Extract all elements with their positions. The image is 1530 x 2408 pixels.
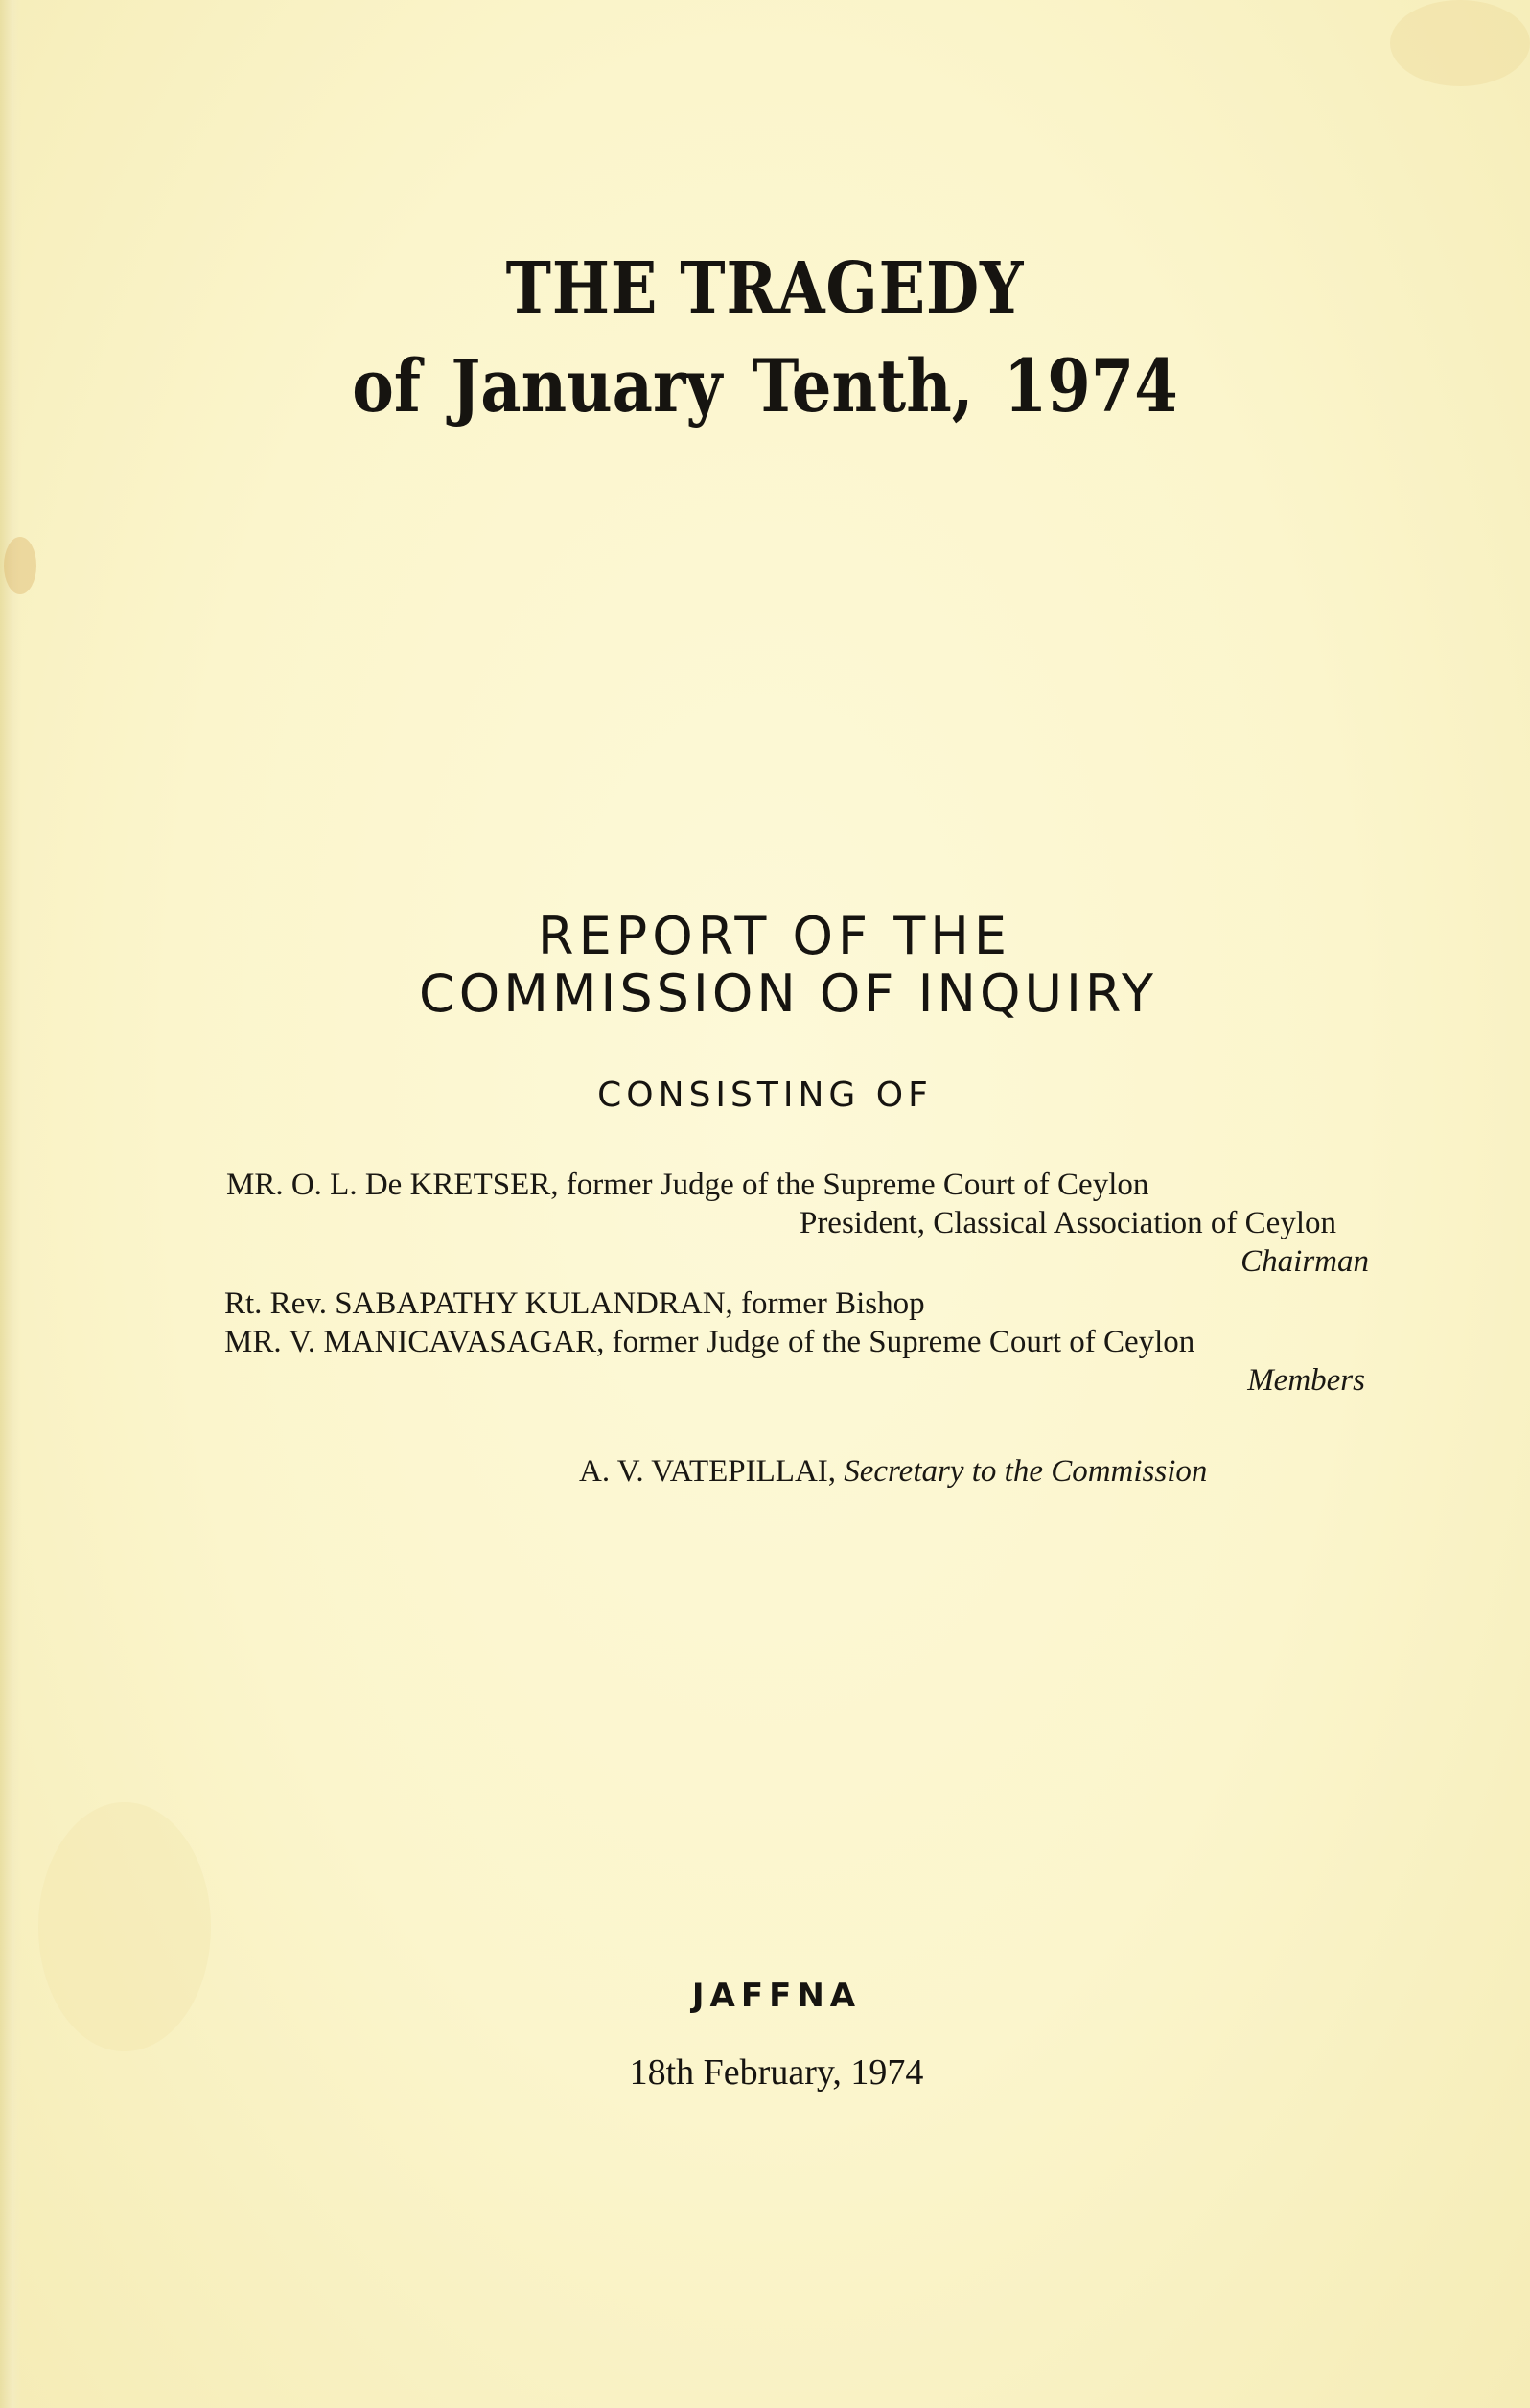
publication-date: 18th February, 1974: [629, 2052, 924, 2093]
member-kulandran: Rt. Rev. SABAPATHY KULANDRAN, former Bishop: [224, 1286, 925, 1321]
report-heading-line-1: REPORT OF THE: [538, 906, 1011, 966]
report-heading-line-2: COMMISSION OF INQUIRY: [419, 963, 1157, 1024]
secretary-role: Secretary to the Commission: [844, 1454, 1208, 1489]
title-line-1: THE TRAGEDY: [505, 247, 1025, 330]
page-spine-edge: [0, 0, 21, 2408]
member-manicavasagar: MR. V. MANICAVASAGAR, former Judge of the Supreme Court of Ceylon: [224, 1325, 1195, 1359]
title-line-2: of January Tenth, 1974: [352, 343, 1178, 428]
paper-stain: [1390, 0, 1530, 86]
consisting-of-label: CONSISTING OF: [597, 1076, 933, 1115]
member-kretser-role: President, Classical Association of Ceylon: [799, 1206, 1336, 1240]
paper-stain: [4, 537, 36, 594]
chairman-label: Chairman: [1240, 1244, 1369, 1279]
members-label: Members: [1247, 1363, 1365, 1398]
publication-place: JAFFNA: [691, 1977, 862, 2015]
secretary-name: A. V. VATEPILLAI,: [579, 1454, 837, 1489]
member-kretser-name: MR. O. L. De KRETSER, former Judge of the Supreme Court of Ceylon: [226, 1168, 1149, 1202]
secretary-line: [579, 1454, 1207, 1490]
